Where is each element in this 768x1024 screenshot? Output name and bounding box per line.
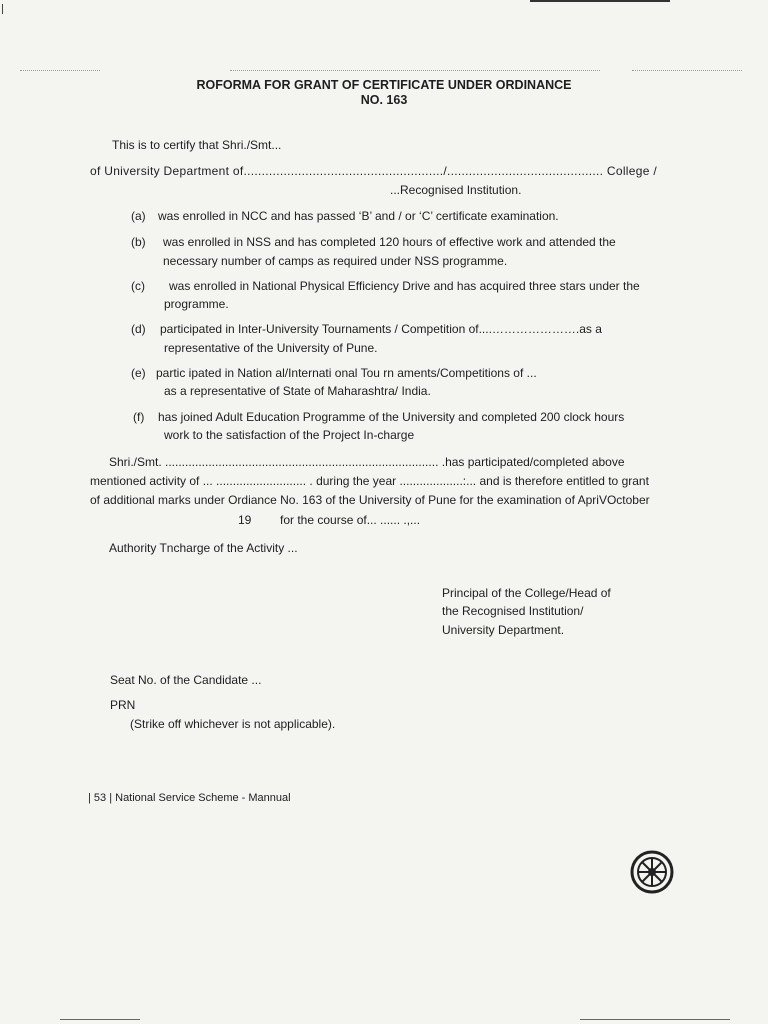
item-marker: (e) [131,366,146,380]
item-text: representative of the University of Pune. [164,341,378,355]
scan-bottom-rule [60,1019,140,1020]
item-marker: (b) [131,235,146,249]
scan-dotted-line [20,70,100,72]
page-footer: | 53 | National Service Scheme - Mannual [88,792,291,804]
strike-note: (Strike off whichever is not applicable). [130,717,336,731]
scan-top-rule [530,0,670,2]
authority-line: Authority Tncharge of the Activity ... [109,541,298,555]
seat-number-line: Seat No. of the Candidate ... [110,673,262,687]
document-title: ROFORMA FOR GRANT OF CERTIFICATE UNDER ORDINANCE [196,78,572,92]
scan-bottom-rule [580,1019,730,1020]
department-line: of University Department of......................................................./........................................... College / [90,164,657,178]
item-text: necessary number of camps as required under NSS programme. [163,254,508,268]
principal-line: University Department. [442,623,565,637]
ordinance-line: of additional marks under Ordiance No. 163 of the University of Pune for the examination of ApriVOctober [90,493,650,507]
principal-line: Principal of the College/Head of [442,586,611,600]
item-text: work to the satisfaction of the Project In-charge [164,428,415,442]
scan-edge-mark [2,4,3,14]
item-marker: (d) [131,322,146,336]
activity-line: mentioned activity of ... ........................... . during the year ...................:... and is therefore entitled to grant [90,474,649,488]
item-text: programme. [164,297,229,311]
item-marker: (f) [133,410,145,424]
item-text: partic ipated in Nation al/Internati onal Tou rn aments/Competitions of ... [156,366,537,380]
principal-line: the Recognised Institution/ [442,604,584,618]
item-text: has joined Adult Education Programme of the University and completed 200 clock hours [158,410,625,424]
institution-line: ...Recognised Institution. [390,183,522,197]
item-text: as a representative of State of Maharashtra/ India. [164,384,431,398]
item-text: participated in Inter-University Tournaments / Competition of....………………….as a [160,322,602,336]
course-line: for the course of... ...... .,... [280,513,421,527]
document-title-number: NO. 163 [360,93,408,107]
item-marker: (c) [131,279,145,293]
scan-dotted-line [230,70,600,72]
item-marker: (a) [131,209,146,223]
participation-line: Shri./Smt. .................................................................................. .has participated/completed above [109,455,625,469]
item-text: was enrolled in NCC and has passed ‘B’ and / or ‘C’ certificate examination. [158,209,559,223]
item-text: was enrolled in NSS and has completed 120 hours of effective work and attended the [163,235,616,249]
item-text: was enrolled in National Physical Efficiency Drive and has acquired three stars under the [169,279,640,293]
prn-line: PRN [110,698,136,712]
nss-emblem-icon [630,850,674,894]
certify-line: This is to certify that Shri./Smt... [112,138,282,152]
year-prefix: 19 [238,513,252,527]
scan-dotted-line [632,70,742,72]
